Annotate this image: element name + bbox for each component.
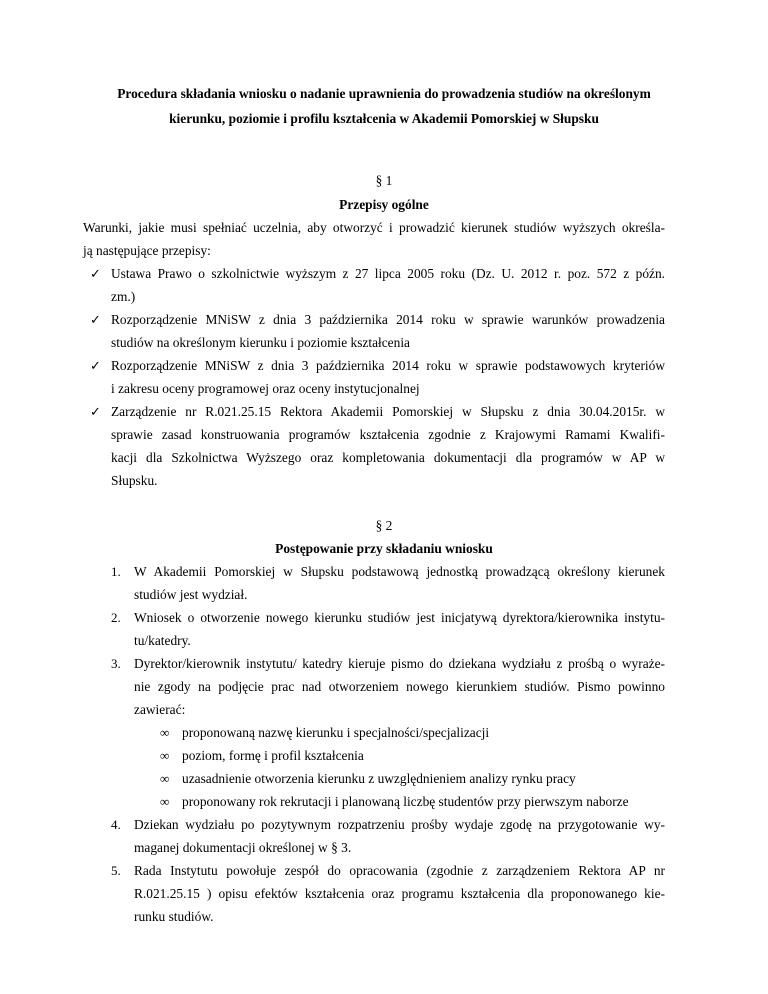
checkmark-icon: ✓	[90, 358, 101, 373]
section-1-intro-line-2: ją następujące przepisy:	[83, 243, 211, 258]
checkmark-icon: ✓	[90, 312, 101, 327]
regulation-item-2-line-2: studiów na określonym kierunku i poziomie kształcenia	[111, 335, 410, 350]
procedure-item-1-line-2: studiów jest wydział.	[134, 587, 248, 602]
procedure-item-3-line-1: Dyrektor/kierownik instytutu/ katedry kieruje pismo do dziekana wydziału z prośbą o wyraże-	[134, 656, 665, 671]
document-title-line-1: Procedura składania wniosku o nadanie uprawnienia do prowadzenia studiów na określonym	[117, 86, 651, 101]
regulation-item-1-line-2: zm.)	[111, 289, 136, 304]
section-1-number: § 1	[375, 173, 393, 188]
section-1-intro-line-1: Warunki, jakie musi spełniać uczelnia, aby otworzyć i prowadzić kierunek studiów wyższych określa-	[83, 220, 665, 235]
regulation-item-4-line-2: sprawie zasad konstruowania programów kształcenia zgodnie z Krajowymi Ramami Kwalifi-	[111, 427, 665, 442]
list-item-number: 1.	[111, 564, 121, 579]
procedure-item-4-line-1: Dziekan wydziału po pozytywnym rozpatrzeniu prośby wydaje zgodę na przygotowanie wy-	[134, 817, 665, 832]
checkmark-icon: ✓	[90, 266, 101, 281]
regulation-item-3-line-2: i zakresu oceny programowej oraz oceny instytucjonalnej	[111, 381, 420, 396]
sub-item-3: uzasadnienie otworzenia kierunku z uwzględnieniem analizy rynku pracy	[182, 771, 576, 786]
sub-item-2: poziom, formę i profil kształcenia	[182, 748, 364, 763]
sub-item-1: proponowaną nazwę kierunku i specjalności/specjalizacji	[182, 725, 490, 740]
procedure-item-4-line-2: maganej dokumentacji określonej w § 3.	[134, 840, 352, 855]
list-item-number: 2.	[111, 610, 121, 625]
regulation-item-3-line-1: Rozporządzenie MNiSW z dnia 3 października 2014 roku w sprawie podstawowych kryteriów	[111, 358, 665, 373]
list-item-number: 5.	[111, 863, 121, 878]
regulation-item-4-line-4: Słupsku.	[111, 473, 158, 488]
document-title-line-2: kierunku, poziomie i profilu kształcenia w Akademii Pomorskiej w Słupsku	[169, 111, 599, 126]
procedure-item-3-line-2: nie zgody na podjęcie prac nad otworzeniem nowego kierunkiem studiów. Pismo powinno	[134, 679, 665, 694]
infinity-bullet-icon: ∞	[160, 771, 170, 786]
procedure-item-2-line-1: Wniosek o otworzenie nowego kierunku studiów jest inicjatywą dyrektora/kierownika instytu-	[134, 610, 665, 625]
regulation-item-1-line-1: Ustawa Prawo o szkolnictwie wyższym z 27 lipca 2005 roku (Dz. U. 2012 r. poz. 572 z późn.	[111, 266, 665, 281]
procedure-item-5-line-2: R.021.25.15 ) opisu efektów kształcenia oraz programu kształcenia dla proponowanego kie-	[134, 886, 665, 901]
section-2-number: § 2	[375, 518, 393, 533]
procedure-item-2-line-2: tu/katedry.	[134, 633, 191, 648]
procedure-item-5-line-3: runku studiów.	[134, 909, 214, 924]
regulation-item-4-line-1: Zarządzenie nr R.021.25.15 Rektora Akademii Pomorskiej w Słupsku z dnia 30.04.2015r. w	[111, 404, 665, 419]
infinity-bullet-icon: ∞	[160, 748, 170, 763]
regulation-item-2-line-1: Rozporządzenie MNiSW z dnia 3 października 2014 roku w sprawie warunków prowadzenia	[111, 312, 665, 327]
procedure-item-3-line-3: zawierać:	[134, 702, 186, 717]
list-item-number: 4.	[111, 817, 121, 832]
checkmark-icon: ✓	[90, 404, 101, 419]
section-2-heading: Postępowanie przy składaniu wniosku	[275, 541, 493, 556]
procedure-item-5-line-1: Rada Instytutu powołuje zespół do opracowania (zgodnie z zarządzeniem Rektora AP nr	[134, 863, 665, 878]
procedure-item-1-line-1: W Akademii Pomorskiej w Słupsku podstawową jednostką prowadzącą określony kierunek	[134, 564, 665, 579]
regulation-item-4-line-3: kacji dla Szkolnictwa Wyższego oraz kompletowania dokumentacji dla programów w AP w	[111, 450, 665, 465]
section-1-heading: Przepisy ogólne	[339, 197, 429, 212]
infinity-bullet-icon: ∞	[160, 725, 170, 740]
sub-item-4: proponowany rok rekrutacji i planowaną liczbę studentów przy pierwszym naborze	[182, 794, 629, 809]
infinity-bullet-icon: ∞	[160, 794, 170, 809]
list-item-number: 3.	[111, 656, 121, 671]
